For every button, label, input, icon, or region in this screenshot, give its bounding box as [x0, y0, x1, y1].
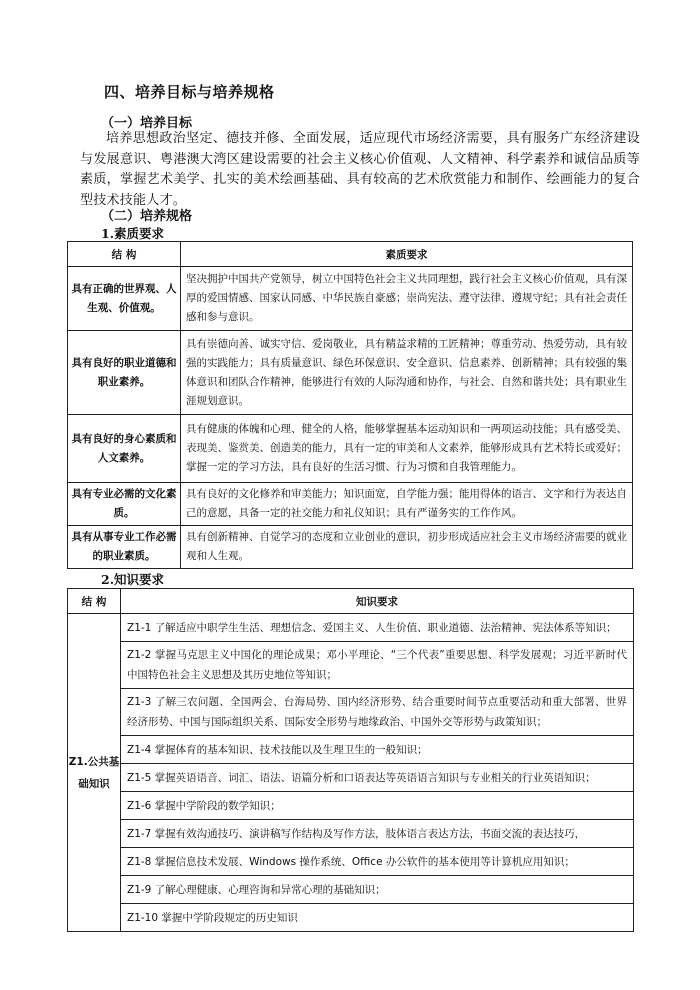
- row-text: 具有创新精神、自觉学习的态度和立业创业的意识，初步形成适应社会主义市场经济需要的就业观和人生观。: [181, 526, 633, 569]
- row-label: 具有专业必需的文化素质。: [68, 483, 181, 526]
- section-title: 四、培养目标与培养规格: [104, 83, 275, 101]
- table-row: [68, 689, 634, 736]
- quality-table: [67, 241, 633, 569]
- group-label: Z1.公共基础知识: [68, 614, 121, 932]
- table-row: [68, 876, 634, 904]
- knowledge-item: Z1-7 掌握有效沟通技巧、演讲稿写作结构及写作方法，肢体语言表达方法，书面交流的表达技巧，: [121, 820, 634, 848]
- knowledge-table: [67, 588, 634, 932]
- row-label: 具有从事专业工作必需的职业素质。: [68, 526, 181, 569]
- quality-heading: 1.素质要求: [101, 226, 165, 241]
- table-row: [68, 764, 634, 792]
- table-row: [68, 614, 634, 642]
- table-row: [68, 642, 634, 689]
- table-row: [68, 526, 633, 569]
- row-label: 具有良好的身心素质和人文素养。: [68, 415, 181, 483]
- goal-paragraph: 培养思想政治坚定、德技并修、全面发展，适应现代市场经济需要，具有服务广东经济建设与发展意识、粤港澳大湾区建设需要的社会主义核心价值观、人文精神、科学素养和诚信品质等素质，掌握艺术美学、扎实的美术绘画基础、具有较高的艺术欣赏能力和制作、绘画能力的复合型技术技能人才。: [80, 131, 640, 208]
- row-text: 坚决拥护中国共产党领导，树立中国特色社会主义共同理想，践行社会主义核心价值观，具有深厚的爱国情感、国家认同感、中华民族自豪感；崇尚宪法、遵守法律、遵规守纪；具有社会责任感和参与意识。: [181, 267, 633, 331]
- knowledge-table-header: [68, 589, 634, 614]
- row-label: 具有正确的世界观、人生观、价值观。: [68, 267, 181, 331]
- knowledge-item: Z1-6 掌握中学阶段的数学知识；: [121, 792, 634, 820]
- knowledge-item: Z1-2 掌握马克思主义中国化的理论成果；邓小平理论、“三个代表”重要思想、科学发展观；习近平新时代中国特色社会主义思想及其历史地位等知识；: [121, 642, 634, 689]
- table-row: [68, 736, 634, 764]
- table-row: [68, 820, 634, 848]
- table-row: [68, 331, 633, 415]
- knowledge-item: Z1-9 了解心理健康、心理咨询和异常心理的基础知识；: [121, 876, 634, 904]
- knowledge-item: Z1-4 掌握体育的基本知识、技术技能以及生理卫生的一般知识；: [121, 736, 634, 764]
- knowledge-heading: 2.知识要求: [101, 572, 165, 587]
- knowledge-item: Z1-10 掌握中学阶段规定的历史知识: [121, 904, 634, 932]
- quality-header-structure: 结 构: [68, 242, 181, 267]
- knowledge-item: Z1-1 了解适应中职学生生活、理想信念、爱国主义、人生价值、职业道德、法治精神、宪法体系等知识；: [121, 614, 634, 642]
- goal-heading: （一）培养目标: [101, 116, 193, 131]
- table-row: [68, 792, 634, 820]
- quality-header-requirement: 素质要求: [181, 242, 633, 267]
- knowledge-item: Z1-5 掌握英语语音、词汇、语法、语篇分析和口语表达等英语语言知识与专业相关的行业英语知识；: [121, 764, 634, 792]
- row-label: 具有良好的职业道德和职业素养。: [68, 331, 181, 415]
- table-row: [68, 267, 633, 331]
- knowledge-header-structure: 结 构: [68, 589, 121, 614]
- table-row: [68, 483, 633, 526]
- table-row: [68, 904, 634, 932]
- row-text: 具有健康的体魄和心理、健全的人格，能够掌握基本运动知识和一两项运动技能；具有感受美、表现美、鉴赏美、创造美的能力，具有一定的审美和人文素养，能够形成具有艺术特长或爱好；掌握一定的学习方法，具有良好的生活习惯、行为习惯和自我管理能力。: [181, 415, 633, 483]
- knowledge-item: Z1-8 掌握信息技术发展、Windows 操作系统、Office 办公软件的基本使用等计算机应用知识；: [121, 848, 634, 876]
- row-text: 具有良好的文化修养和审美能力；知识面宽，自学能力强；能用得体的语言、文字和行为表达自己的意愿，具备一定的社交能力和礼仪知识；具有严谨务实的工作作风。: [181, 483, 633, 526]
- knowledge-item: Z1-3 了解三农问题、全国两会、台海局势、国内经济形势、结合重要时间节点重要活动和重大部署、世界经济形势、中国与国际组织关系、国际安全形势与地缘政治、中国外交等形势与政策知识；: [121, 689, 634, 736]
- knowledge-header-requirement: 知识要求: [121, 589, 634, 614]
- quality-table-header: [68, 242, 633, 267]
- spec-heading: （二）培养规格: [101, 209, 193, 224]
- row-text: 具有崇德向善、诚实守信、爱岗敬业，具有精益求精的工匠精神；尊重劳动、热爱劳动，具有较强的实践能力；具有质量意识、绿色环保意识、安全意识、信息素养、创新精神；具有较强的集体意识和团队合作精神，能够进行有效的人际沟通和协作，与社会、自然和谐共处；具有职业生涯规划意识。: [181, 331, 633, 415]
- table-row: [68, 848, 634, 876]
- table-row: [68, 415, 633, 483]
